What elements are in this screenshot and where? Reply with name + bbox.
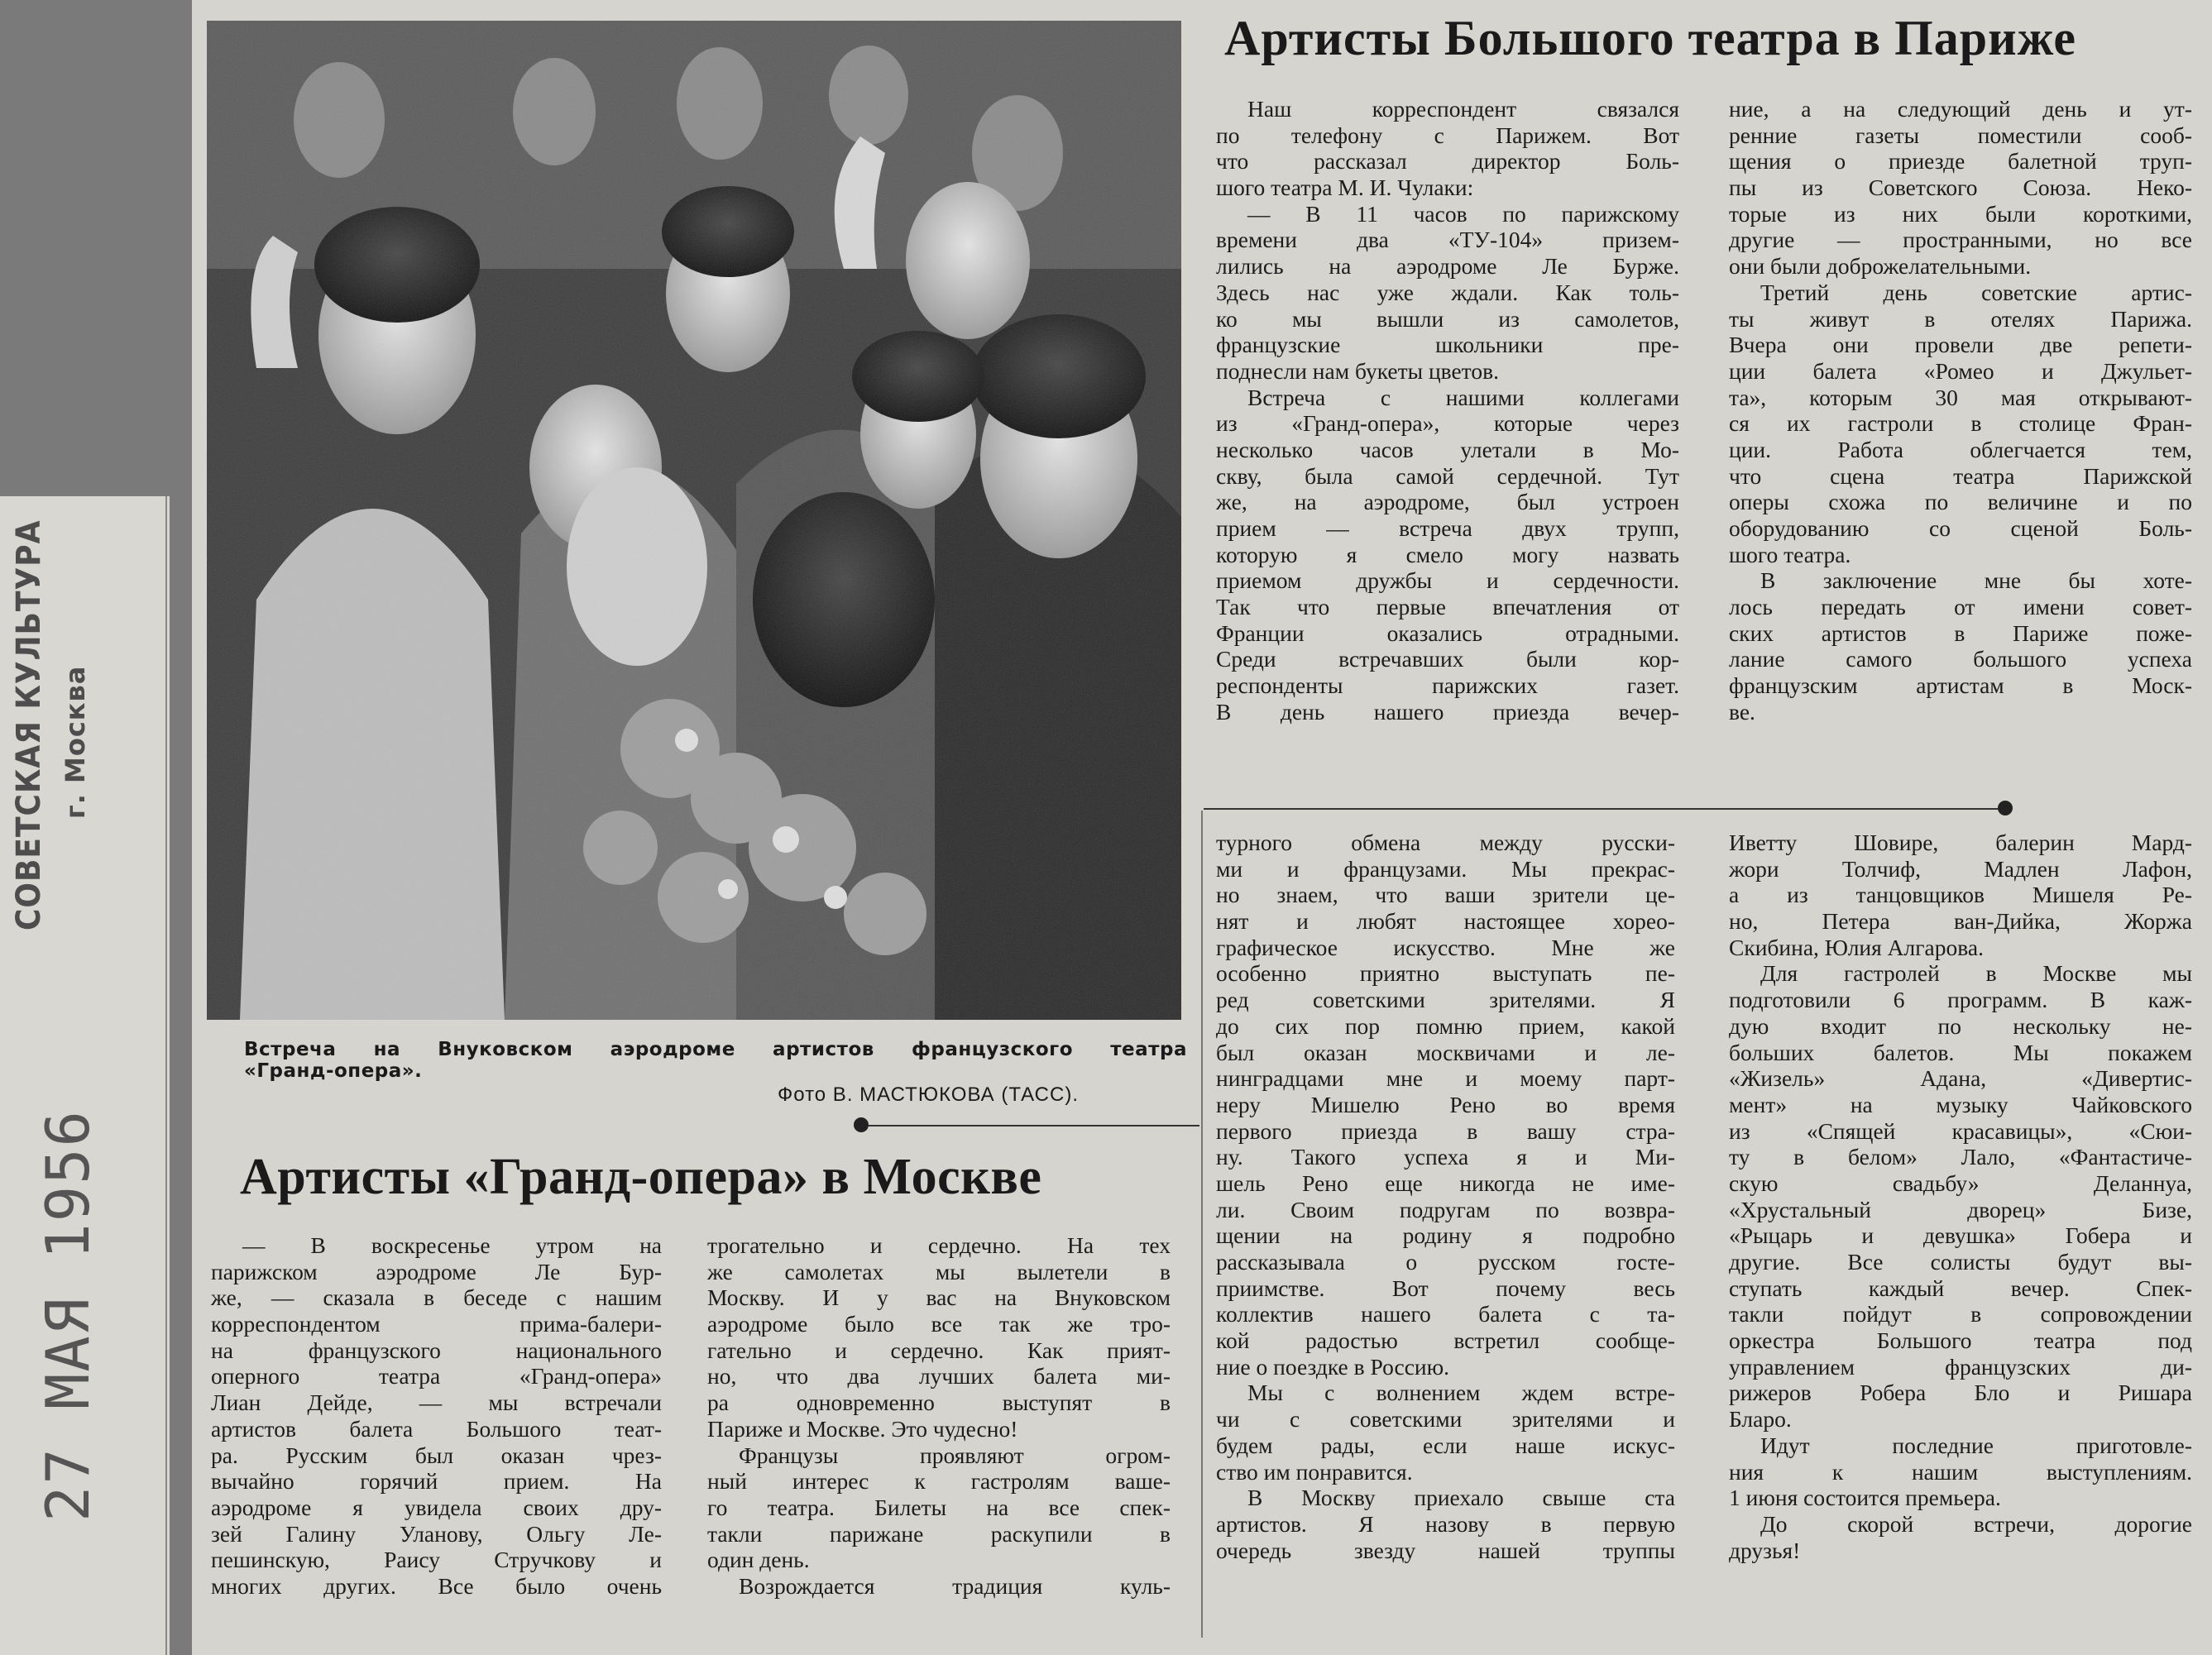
moscow-col3-line: первого приезда в вашу стра- <box>1216 1117 1675 1144</box>
moscow-col4-line: «Хрустальный дворец» Бизе, <box>1729 1196 2192 1222</box>
paris-col1-line: В день нашего приезда вечер- <box>1216 698 1679 725</box>
moscow-col2-line: но, что два лучших балета ми- <box>707 1363 1171 1390</box>
moscow-col3-line: ред советскими зрителями. Я <box>1216 987 1675 1013</box>
moscow-col3-line: графическое искусство. Мне же <box>1216 934 1675 960</box>
moscow-col1-line: ра. Русским был оказан чрез- <box>211 1442 662 1468</box>
paris-col1-line: приемом дружбы и сердечности. <box>1216 567 1679 594</box>
moscow-col2-line: Москву. И у вас на Внуковском <box>707 1284 1171 1311</box>
moscow-col4-line: подготовили 6 программ. В каж- <box>1729 987 2192 1013</box>
moscow-col1-line: пешинскую, Раису Стручкову и <box>211 1547 662 1573</box>
moscow-col1-line: аэродроме я увидела своих дру- <box>211 1494 662 1520</box>
moscow-col3-line: кой радостью встретил сообще- <box>1216 1327 1675 1354</box>
moscow-col4-line: но, Петера ван-Дийка, Жоржа <box>1729 908 2192 935</box>
moscow-col4-line: рижеров Робера Бло и Ришара <box>1729 1380 2192 1406</box>
separator-dot-left <box>854 1117 869 1132</box>
moscow-col2-line: ный интерес к гастролям ваше- <box>707 1468 1171 1495</box>
moscow-col4-line: управлением французских ди- <box>1729 1353 2192 1380</box>
paris-col2-line: лание самого большого успеха <box>1729 646 2192 672</box>
paris-col1-line: Среди встречавших были кор- <box>1216 646 1679 672</box>
moscow-col2-line: Возрождается традиция куль- <box>739 1572 1171 1599</box>
photo-caption-line2: «Гранд-опера». <box>244 1060 423 1082</box>
moscow-col4-line: мент» на музыку Чайковского <box>1729 1091 2192 1117</box>
moscow-col4-line: больших балетов. Мы покажем <box>1729 1039 2192 1065</box>
moscow-col1-line: парижском аэродроме Ле Бур- <box>211 1258 662 1284</box>
paris-col2-line: французским артистам в Моск- <box>1729 672 2192 699</box>
paris-col2-line: торые из них были короткими, <box>1729 200 2192 227</box>
moscow-col4-line: «Рыцарь и девушка» Гобера и <box>1729 1222 2192 1249</box>
moscow-col3-line: ну. Такого успеха я и Ми- <box>1216 1144 1675 1170</box>
paris-col2-line: ние, а на следующий день и ут- <box>1729 96 2192 122</box>
moscow-col4-line: другие. Все солисты будут вы- <box>1729 1249 2192 1275</box>
paris-col1-line: прием — встреча двух трупп, <box>1216 515 1679 541</box>
paris-col2-line: Вчера они провели две репети- <box>1729 332 2192 358</box>
moscow-col4-line: Иветту Шовире, балерин Мард- <box>1729 830 2192 855</box>
separator-rule-left <box>869 1125 1199 1126</box>
paris-col2-line: оперы схожа по величине и по <box>1729 489 2192 515</box>
moscow-col3-line: особенно приятно выступать пе- <box>1216 960 1675 987</box>
paris-col1-line: времени два «ТУ-104» призем- <box>1216 227 1679 253</box>
paris-col2-line: ренние газеты поместили сооб- <box>1729 122 2192 148</box>
paris-col1-line: что рассказал директор Боль- <box>1216 148 1679 175</box>
moscow-col3-line: будем рады, если наше искус- <box>1216 1432 1675 1458</box>
moscow-col4-line: такли пойдут в сопровождении <box>1729 1301 2192 1327</box>
moscow-col3-line: В Москву приехало свыше ста <box>1247 1485 1675 1511</box>
moscow-col1-line: оперного театра «Гранд-опера» <box>211 1363 662 1390</box>
moscow-col1-line: артистов балета Большого теат- <box>211 1415 662 1442</box>
moscow-col4-line: Идут последние приготовле- <box>1760 1432 2192 1458</box>
moscow-col2-line: же самолетах мы вылетели в <box>707 1258 1171 1284</box>
moscow-col2-line: Французы проявляют огром- <box>739 1442 1171 1468</box>
paris-col2 <box>1729 96 2192 725</box>
moscow-col2-line: гательно и сердечно. Как прият- <box>707 1337 1171 1363</box>
moscow-col3-line: ство им понравится. <box>1216 1458 1413 1485</box>
paris-col1-line: несколько часов улетали в Мо- <box>1216 436 1679 462</box>
moscow-col4-line: ступать каждый вечер. Спек- <box>1729 1275 2192 1301</box>
moscow-col3-line: щении на родину я подробно <box>1216 1222 1675 1249</box>
paris-col1-line: которую я смело могу назвать <box>1216 541 1679 567</box>
paris-col2-line: ции. Работа облегчается тем, <box>1729 436 2192 462</box>
moscow-col3-line: чи с советскими зрителями и <box>1216 1406 1675 1433</box>
paris-col2-line: Третий день советские артис- <box>1760 279 2192 305</box>
paris-col1-line: поднесли нам букеты цветов. <box>1216 357 1499 384</box>
stamp-date: 27 МАЯ 1956 <box>33 1109 103 1522</box>
moscow-col4-line: 1 июня состоится премьера. <box>1729 1485 2001 1511</box>
moscow-col4-line: жори Толчиф, Мадлен Лафон, <box>1729 855 2192 882</box>
paris-col2-line: что сцена театра Парижской <box>1729 462 2192 489</box>
moscow-col3-line: нят и любят настоящее хорео- <box>1216 908 1675 935</box>
moscow-col3 <box>1216 830 1675 1563</box>
paris-col1-line: респонденты парижских газет. <box>1216 672 1679 699</box>
separator-rule-right <box>1204 808 1998 810</box>
moscow-col3-line: но знаем, что ваши зрители це- <box>1216 882 1675 908</box>
moscow-col2-line: трогательно и сердечно. На тех <box>707 1232 1171 1258</box>
paris-col1 <box>1216 96 1679 725</box>
moscow-col1-line: Лиан Дейде, — мы встречали <box>211 1390 662 1416</box>
moscow-col2-line: такли парижане раскупили в <box>707 1520 1171 1547</box>
moscow-col4-line: ту в белом» Лало, «Фантастиче- <box>1729 1144 2192 1170</box>
moscow-col3-line: был оказан москвичами и ле- <box>1216 1039 1675 1065</box>
paris-col2-line: ции балета «Ромео и Джульет- <box>1729 357 2192 384</box>
moscow-col3-line: до сих пор помню прием, какой <box>1216 1012 1675 1039</box>
headline-moscow: Артисты «Гранд-опера» в Москве <box>240 1149 1042 1205</box>
paris-col1-line: Наш корреспондент связался <box>1247 96 1679 122</box>
paris-col2-line: В заключение мне бы хоте- <box>1760 567 2192 594</box>
headline-paris: Артисты Большого театра в Париже <box>1224 11 2077 65</box>
moscow-col2-line: один день. <box>707 1547 810 1573</box>
paris-col1-line: скву, была самой сердечной. Тут <box>1216 462 1679 489</box>
moscow-col3-line: коллектив нашего балета с та- <box>1216 1301 1675 1327</box>
moscow-col2 <box>707 1232 1171 1600</box>
moscow-col4-line: из «Спящей красавицы», «Сюи- <box>1729 1117 2192 1144</box>
moscow-col4 <box>1729 830 2192 1563</box>
moscow-col4-line: Скибина, Юлия Алгарова. <box>1729 934 1984 960</box>
moscow-col1-line: вычайно горячий прием. На <box>211 1468 662 1495</box>
paris-col2-line: другие — пространными, но все <box>1729 227 2192 253</box>
paris-col2-line: пы из Советского Союза. Неко- <box>1729 175 2192 201</box>
paris-col1-line: Здесь нас уже ждали. Как толь- <box>1216 279 1679 305</box>
paris-col1-line: — В 11 часов по парижскому <box>1247 200 1679 227</box>
paris-col2-line: та», которым 30 мая открывают- <box>1729 384 2192 410</box>
stamp-publication: СОВЕТСКАЯ КУЛЬТУРА <box>10 519 48 930</box>
moscow-col4-line: Для гастролей в Москве мы <box>1760 960 2192 987</box>
paris-col2-line: ты живут в отелях Парижа. <box>1729 305 2192 332</box>
paris-col1-line: Франции оказались отрадными. <box>1216 619 1679 646</box>
moscow-col3-line: шель Рено еще никогда не име- <box>1216 1170 1675 1196</box>
moscow-col1-line: зей Галину Уланову, Ольгу Ле- <box>211 1520 662 1547</box>
column-rule <box>1201 811 1203 1638</box>
moscow-col1-line: многих других. Все было очень <box>211 1572 662 1599</box>
moscow-col1-line: же, — сказала в беседе с нашим <box>211 1284 662 1311</box>
moscow-col4-line: друзья! <box>1729 1537 1801 1563</box>
moscow-col2-line: ра одновременно выступят в <box>707 1390 1171 1416</box>
moscow-col3-line: ние о поездке в Россию. <box>1216 1353 1450 1380</box>
moscow-col4-line: а из танцовщиков Мишеля Ре- <box>1729 882 2192 908</box>
moscow-col3-line: приимстве. Вот почему весь <box>1216 1275 1675 1301</box>
moscow-col1-line: — В воскресенье утром на <box>242 1232 662 1258</box>
moscow-col4-line: скую свадьбу» Деланнуа, <box>1729 1170 2192 1196</box>
moscow-col2-line: го театра. Билеты на все спек- <box>707 1494 1171 1520</box>
moscow-col3-line: артистов. Я назову в первую <box>1216 1510 1675 1537</box>
paris-col1-line: же, на аэродроме, был устроен <box>1216 489 1679 515</box>
paris-col2-line: ся их гастроли в столице Фран- <box>1729 410 2192 437</box>
moscow-col1 <box>211 1232 662 1600</box>
moscow-col3-line: неру Мишелю Рено во время <box>1216 1091 1675 1117</box>
paris-col1-line: по телефону с Парижем. Вот <box>1216 122 1679 148</box>
paris-col1-line: шого театра М. И. Чулаки: <box>1216 175 1474 201</box>
stamp-city: г. Москва <box>60 665 91 819</box>
moscow-col3-line: очередь звезду нашей труппы <box>1216 1537 1675 1563</box>
moscow-col3-line: ли. Своим подругам по возвра- <box>1216 1196 1675 1222</box>
paris-col2-line: лось передать от имени совет- <box>1729 594 2192 620</box>
paris-col2-line: ских артистов в Париже поже- <box>1729 619 2192 646</box>
photo-airport-meeting <box>207 21 1181 1020</box>
moscow-col3-line: ми и французами. Мы прекрас- <box>1216 855 1675 882</box>
paris-col2-line: шого театра. <box>1729 541 1851 567</box>
paris-col1-line: ко мы вышли из самолетов, <box>1216 305 1679 332</box>
paris-col2-line: оборудованию со сценой Боль- <box>1729 515 2192 541</box>
moscow-col4-line: дую входит по нескольку не- <box>1729 1012 2192 1039</box>
paris-col2-line: они были доброжелательными. <box>1729 253 2032 280</box>
moscow-col3-line: Мы с волнением ждем встре- <box>1247 1380 1675 1406</box>
moscow-col4-line: оркестра Большого театра под <box>1729 1327 2192 1354</box>
stamp-perforation <box>165 496 167 1655</box>
moscow-col1-line: корреспондентом прима-балери- <box>211 1311 662 1337</box>
paris-col1-line: из «Гранд-опера», которые через <box>1216 410 1679 437</box>
moscow-col3-line: рассказывала о русском госте- <box>1216 1249 1675 1275</box>
moscow-col1-line: на французского национального <box>211 1337 662 1363</box>
moscow-col2-line: аэродроме было все так же тро- <box>707 1311 1171 1337</box>
paris-col1-line: французские школьники пре- <box>1216 332 1679 358</box>
paris-col1-line: лились на аэродроме Ле Бурже. <box>1216 253 1679 280</box>
paris-col2-line: ве. <box>1729 698 1755 725</box>
paris-col2-line: щения о приезде балетной труп- <box>1729 148 2192 175</box>
moscow-col4-line: До скорой встречи, дорогие <box>1760 1510 2192 1537</box>
paris-col1-line: Так что первые впечатления от <box>1216 594 1679 620</box>
moscow-col4-line: Бларо. <box>1729 1406 1792 1433</box>
moscow-col3-line: турного обмена между русски- <box>1216 830 1675 855</box>
moscow-col3-line: нинградцами мне и моему парт- <box>1216 1065 1675 1092</box>
photo-caption-line1: Встреча на Внуковском аэродроме артистов французского театра <box>244 1039 1187 1060</box>
photo-credit: Фото В. МАСТЮКОВА (ТАСС). <box>778 1083 1079 1106</box>
separator-dot-right <box>1998 801 2013 816</box>
paris-col1-line: Встреча с нашими коллегами <box>1247 384 1679 410</box>
moscow-col2-line: Париже и Москве. Это чудесно! <box>707 1415 1018 1442</box>
moscow-col4-line: «Жизель» Адана, «Дивертис- <box>1729 1065 2192 1092</box>
moscow-col4-line: ния к нашим выступлениям. <box>1729 1458 2192 1485</box>
